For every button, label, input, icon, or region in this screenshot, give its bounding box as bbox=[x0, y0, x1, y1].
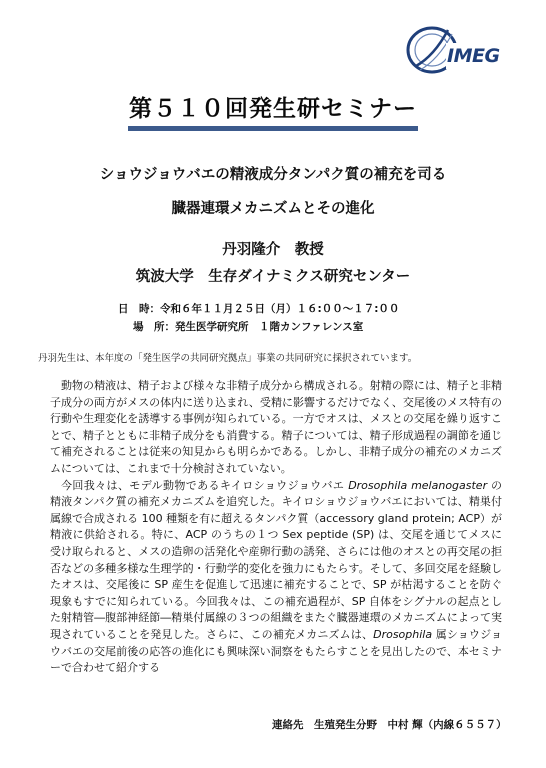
seminar-venue: 場 所：発生医学研究所 １階カンファレンス室 bbox=[133, 321, 364, 333]
genus-name: Drosophila bbox=[373, 627, 433, 641]
abstract-p2-part-a: 今回我々は、モデル動物であるキイロショウジョウバエ bbox=[61, 478, 349, 492]
speaker-affiliation: 筑波大学 生存ダイナミクス研究センター bbox=[135, 269, 411, 285]
abstract-paragraph-1: 動物の精液は、精子および様々な非精子成分から構成される。射精の際には、精子と非精子成分の両方がメスの体内に送り込まれ、受精に影響するだけでなく、交尾後のメス特有の行動や生理変化を誘導する事例が知られている。一方でオスは、メスとの交尾を繰り返すことで、精子とともに非精子成分をも消費する。精子については、精子形成過程の調節を通じて補充されることは従来の知見からも明らかである。しかし、非精子成分の補充のメカニズムについては、これまで十分検討されていない。 bbox=[50, 379, 502, 475]
abstract-p2-part-c: 属ショウジョウバエの交尾前後の応答の進化にも興味深い洞察をもたらすことを見出したので、本セミナーで合わせて紹介する bbox=[50, 627, 502, 675]
abstract bbox=[50, 378, 502, 677]
speaker-name: 丹羽隆介 教授 bbox=[222, 242, 324, 258]
collaboration-note: 丹羽先生は、本年度の「発生医学の共同研究拠点」事業の共同研究に採択されています。 bbox=[38, 353, 418, 364]
logo-text: IMEG bbox=[447, 45, 500, 67]
imeg-logo bbox=[404, 16, 522, 80]
title-underline bbox=[128, 126, 418, 131]
seminar-datetime: 日 時：令和６年１１月２５日（月）１６:００～１７:００ bbox=[118, 303, 400, 315]
contact-info: 連絡先 生殖発生分野 中村 輝（内線６５５７） bbox=[272, 719, 507, 731]
seminar-title: 第５１０回発生研セミナー bbox=[129, 96, 417, 122]
species-name: Drosophila melanogaster bbox=[348, 478, 488, 492]
abstract-paragraph-2 bbox=[50, 478, 502, 677]
talk-title-line2: 臓器連環メカニズムとその進化 bbox=[171, 201, 375, 217]
abstract-p2-part-b: の精液タンパク質の補充メカニズムを追究した。キイロショウジョウバエにおいては、精巣付属線で合成される 100 種類を有に超えるタンパク質（accessory gland protein; ACP）が精液に供給される。特に、ACP のうちの１つ Sex peptide (SP) は、交尾を通じてメスに受け取られると、メスの造卵の活発化や産卵行動の誘発、さらには他のオスとの再交尾の拒否などの多種多様な生理学的・行動学的変化を強力にもたらす。そして、多回交尾を経験したオスは、交尾後に SP 産生を促進して迅速に補充することで、SP が枯渇することを防ぐ現象もすでに知られている。今回我々は、この補充過程が、SP 自体をシグナルの起点とした射精管―腹部神経節―精巣付属線の３つの組織をまたぐ臓器連環のメカニズムによって実現されていることを発見した。さらに、この補充メカニズムは、 bbox=[50, 478, 502, 641]
talk-title-line1: ショウジョウバエの精液成分タンパク質の補充を司る bbox=[99, 167, 447, 183]
